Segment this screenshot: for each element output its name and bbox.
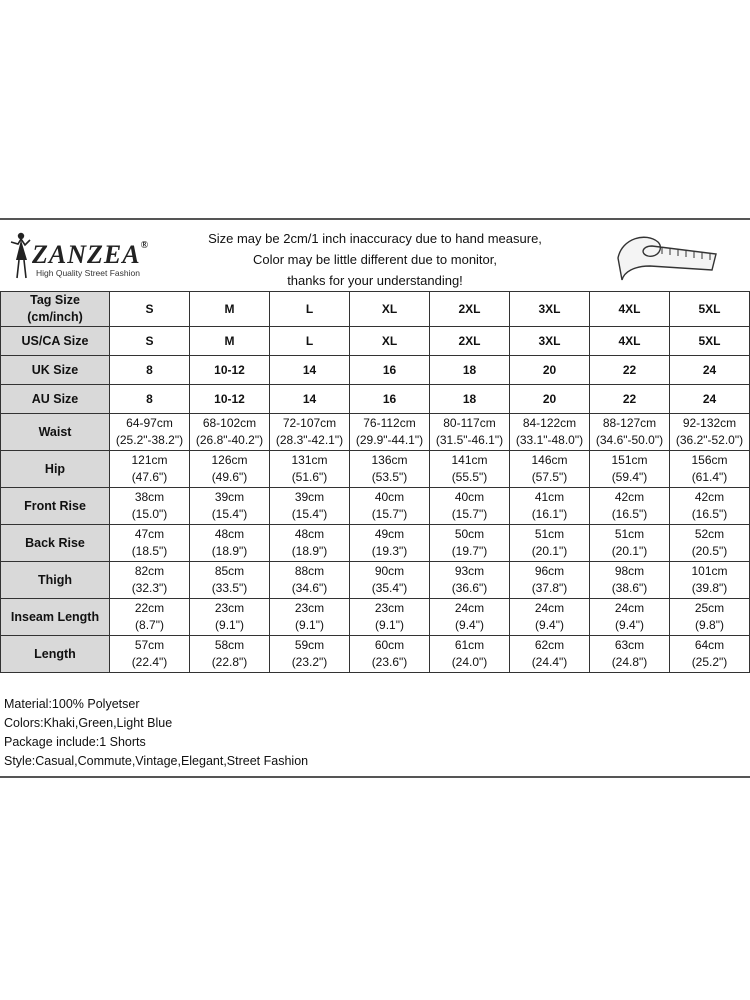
table-row xyxy=(1,451,750,488)
measure-cell xyxy=(670,488,750,525)
measure-cm: 51cm xyxy=(614,527,645,541)
measure-cell xyxy=(670,562,750,599)
measure-inch: (33.5") xyxy=(211,581,248,595)
measure-cell xyxy=(350,488,430,525)
measure-cm: 90cm xyxy=(374,564,405,578)
measure-cm: 23cm xyxy=(214,601,245,615)
size-cell: 18 xyxy=(430,356,510,385)
measure-cell xyxy=(430,636,510,673)
row-label-line: Tag Size xyxy=(30,293,80,307)
row-label-line: AU Size xyxy=(31,391,79,406)
measure-cm: 24cm xyxy=(614,601,645,615)
measure-inch: (20.5") xyxy=(691,544,728,558)
measure-cell xyxy=(590,636,670,673)
measure-inch: (24.4") xyxy=(531,655,568,669)
size-cell: 24 xyxy=(670,356,750,385)
measure-cell xyxy=(190,414,270,451)
measure-inch: (33.1"-48.0") xyxy=(515,433,584,447)
measure-cell xyxy=(190,488,270,525)
measure-inch: (36.6") xyxy=(451,581,488,595)
measure-inch: (15.4") xyxy=(291,507,328,521)
measure-inch: (16.5") xyxy=(691,507,728,521)
measure-cm: 57cm xyxy=(134,638,165,652)
measure-inch: (18.9") xyxy=(211,544,248,558)
measure-cm: 39cm xyxy=(294,490,325,504)
measure-inch: (19.3") xyxy=(371,544,408,558)
size-cell: 4XL xyxy=(590,327,670,356)
size-cell: XL xyxy=(350,292,430,327)
row-label: Back Rise xyxy=(1,525,110,562)
measure-cell xyxy=(190,636,270,673)
size-table xyxy=(0,291,750,673)
measure-inch: (9.1") xyxy=(375,618,404,632)
measure-cell xyxy=(110,562,190,599)
measure-cm: 121cm xyxy=(131,453,168,467)
measure-cell xyxy=(190,451,270,488)
measure-cm: 42cm xyxy=(614,490,645,504)
measure-cell xyxy=(590,488,670,525)
product-specs xyxy=(4,695,308,771)
measure-cm: 22cm xyxy=(134,601,165,615)
measure-inch: (53.5") xyxy=(371,470,408,484)
measure-cell xyxy=(270,451,350,488)
measure-cm: 61cm xyxy=(454,638,485,652)
measure-cm: 40cm xyxy=(454,490,485,504)
measure-cell xyxy=(430,525,510,562)
measure-inch: (47.6") xyxy=(131,470,168,484)
measure-inch: (16.5") xyxy=(611,507,648,521)
size-cell: XL xyxy=(350,327,430,356)
measure-inch: (37.8") xyxy=(531,581,568,595)
measure-inch: (8.7") xyxy=(135,618,164,632)
measure-cm: 82cm xyxy=(134,564,165,578)
measure-inch: (9.8") xyxy=(695,618,724,632)
measure-inch: (24.8") xyxy=(611,655,648,669)
measure-cm: 72-107cm xyxy=(282,416,337,430)
measure-inch: (18.5") xyxy=(131,544,168,558)
measure-inch: (51.6") xyxy=(291,470,328,484)
measure-inch: (24.0") xyxy=(451,655,488,669)
measure-inch: (18.9") xyxy=(291,544,328,558)
row-label xyxy=(1,356,110,385)
row-label xyxy=(1,292,110,327)
notice-line: thanks for your understanding! xyxy=(287,273,463,288)
measure-cm: 84-122cm xyxy=(522,416,577,430)
row-label-line: UK Size xyxy=(31,362,79,377)
measure-inch: (25.2") xyxy=(691,655,728,669)
measure-inch: (61.4") xyxy=(691,470,728,484)
measure-inch: (20.1") xyxy=(611,544,648,558)
measure-cm: 64-97cm xyxy=(126,416,173,430)
measure-cm: 151cm xyxy=(611,453,648,467)
measure-cell xyxy=(110,599,190,636)
measure-inch: (39.8") xyxy=(691,581,728,595)
measure-inch: (38.6") xyxy=(611,581,648,595)
measure-cm: 23cm xyxy=(294,601,325,615)
measure-cell xyxy=(430,562,510,599)
measure-inch: (26.8"-40.2") xyxy=(195,433,264,447)
measure-cm: 58cm xyxy=(214,638,245,652)
measure-inch: (49.6") xyxy=(211,470,248,484)
measure-cell xyxy=(670,525,750,562)
measure-cell xyxy=(110,636,190,673)
measure-inch: (9.4") xyxy=(535,618,564,632)
measure-cm: 23cm xyxy=(374,601,405,615)
table-row xyxy=(1,599,750,636)
size-cell: 22 xyxy=(590,356,670,385)
measure-cm: 88cm xyxy=(294,564,325,578)
table-row xyxy=(1,562,750,599)
measure-cell xyxy=(350,414,430,451)
size-cell: 8 xyxy=(110,356,190,385)
table-row xyxy=(1,292,750,327)
measure-cm: 98cm xyxy=(614,564,645,578)
measure-cm: 63cm xyxy=(614,638,645,652)
measure-cell xyxy=(110,488,190,525)
size-cell: 20 xyxy=(510,356,590,385)
measure-cm: 156cm xyxy=(691,453,728,467)
measure-cell xyxy=(270,414,350,451)
measure-cell xyxy=(110,451,190,488)
measure-cm: 47cm xyxy=(134,527,165,541)
measure-inch: (31.5"-46.1") xyxy=(435,433,504,447)
measure-inch: (32.3") xyxy=(131,581,168,595)
measure-cell xyxy=(510,562,590,599)
size-cell: L xyxy=(270,327,350,356)
measure-inch: (55.5") xyxy=(451,470,488,484)
fashion-figure-icon xyxy=(6,230,34,282)
notice-line: Color may be little different due to monitor, xyxy=(253,252,497,267)
table-row xyxy=(1,525,750,562)
measure-cm: 80-117cm xyxy=(443,416,496,430)
measure-inch: (57.5") xyxy=(531,470,568,484)
measure-cell xyxy=(590,525,670,562)
measure-cm: 96cm xyxy=(534,564,565,578)
table-row xyxy=(1,414,750,451)
measure-inch: (34.6"-50.0") xyxy=(595,433,664,447)
size-cell: L xyxy=(270,292,350,327)
measure-inch: (22.8") xyxy=(211,655,248,669)
measure-cell xyxy=(350,636,430,673)
measure-inch: (23.6") xyxy=(371,655,408,669)
measure-cell xyxy=(350,451,430,488)
measure-cell xyxy=(590,562,670,599)
brand-name: ZANZEA® xyxy=(32,240,150,269)
row-label-line: (cm/inch) xyxy=(27,310,83,324)
measure-cell xyxy=(270,525,350,562)
size-cell: 24 xyxy=(670,385,750,414)
measure-cell xyxy=(430,599,510,636)
measure-cell xyxy=(350,562,430,599)
measure-cm: 64cm xyxy=(694,638,725,652)
size-cell: 14 xyxy=(270,385,350,414)
measure-cell xyxy=(110,525,190,562)
row-label: Front Rise xyxy=(1,488,110,525)
measure-inch: (25.2"-38.2") xyxy=(115,433,184,447)
measure-cm: 131cm xyxy=(291,453,328,467)
measure-cm: 40cm xyxy=(374,490,405,504)
size-cell: 10-12 xyxy=(190,385,270,414)
brand-logo xyxy=(6,230,156,282)
measure-cm: 51cm xyxy=(534,527,565,541)
spec-material: Material:100% Polyetser xyxy=(4,697,140,711)
measure-cm: 39cm xyxy=(214,490,245,504)
row-label xyxy=(1,385,110,414)
measure-inch: (15.0") xyxy=(131,507,168,521)
size-cell: 14 xyxy=(270,356,350,385)
table-row xyxy=(1,636,750,673)
measure-cell xyxy=(510,599,590,636)
measure-inch: (9.4") xyxy=(455,618,484,632)
measure-cell xyxy=(350,599,430,636)
measure-cell xyxy=(190,599,270,636)
measuring-tape-icon xyxy=(612,224,722,286)
measure-cell xyxy=(190,562,270,599)
measure-cell xyxy=(110,414,190,451)
measure-cm: 60cm xyxy=(374,638,405,652)
table-row xyxy=(1,385,750,414)
measure-cm: 101cm xyxy=(691,564,728,578)
size-cell: M xyxy=(190,292,270,327)
measure-cell xyxy=(510,414,590,451)
spec-style: Style:Casual,Commute,Vintage,Elegant,Street Fashion xyxy=(4,754,309,768)
measure-cm: 92-132cm xyxy=(682,416,737,430)
table-row xyxy=(1,327,750,356)
brand-tagline: High Quality Street Fashion xyxy=(36,268,140,278)
spec-colors: Colors:Khaki,Green,Light Blue xyxy=(4,716,173,730)
measure-cm: 141cm xyxy=(451,453,488,467)
size-cell: 3XL xyxy=(510,292,590,327)
measure-inch: (15.4") xyxy=(211,507,248,521)
measure-cm: 85cm xyxy=(214,564,245,578)
size-cell: 22 xyxy=(590,385,670,414)
size-cell: 16 xyxy=(350,356,430,385)
measure-cm: 93cm xyxy=(454,564,485,578)
measure-cell xyxy=(670,414,750,451)
measure-cell xyxy=(670,451,750,488)
spec-package: Package include:1 Shorts xyxy=(4,735,146,749)
size-cell: 2XL xyxy=(430,292,510,327)
measure-cm: 41cm xyxy=(534,490,565,504)
measure-cm: 48cm xyxy=(294,527,325,541)
row-label: Waist xyxy=(1,414,110,451)
size-cell: S xyxy=(110,292,190,327)
measure-cm: 88-127cm xyxy=(602,416,657,430)
measure-cell xyxy=(670,599,750,636)
measure-inch: (59.4") xyxy=(611,470,648,484)
size-cell: 10-12 xyxy=(190,356,270,385)
row-label xyxy=(1,327,110,356)
measure-cm: 24cm xyxy=(534,601,565,615)
measure-cm: 68-102cm xyxy=(202,416,257,430)
measure-inch: (19.7") xyxy=(451,544,488,558)
measurement-notice xyxy=(170,228,580,291)
size-cell: 5XL xyxy=(670,327,750,356)
size-cell: 5XL xyxy=(670,292,750,327)
measure-cell xyxy=(190,525,270,562)
measure-inch: (23.2") xyxy=(291,655,328,669)
table-row xyxy=(1,488,750,525)
row-label: Thigh xyxy=(1,562,110,599)
size-cell: M xyxy=(190,327,270,356)
size-chart-sheet xyxy=(0,218,750,778)
measure-cm: 59cm xyxy=(294,638,325,652)
size-cell: 18 xyxy=(430,385,510,414)
measure-cm: 38cm xyxy=(134,490,165,504)
size-cell: 16 xyxy=(350,385,430,414)
measure-inch: (22.4") xyxy=(131,655,168,669)
measure-cell xyxy=(430,414,510,451)
measure-inch: (35.4") xyxy=(371,581,408,595)
row-label: Inseam Length xyxy=(1,599,110,636)
measure-cell xyxy=(270,599,350,636)
size-cell: 3XL xyxy=(510,327,590,356)
row-label: Hip xyxy=(1,451,110,488)
measure-inch: (20.1") xyxy=(531,544,568,558)
measure-cell xyxy=(670,636,750,673)
size-cell: S xyxy=(110,327,190,356)
table-row xyxy=(1,356,750,385)
measure-cm: 25cm xyxy=(694,601,725,615)
measure-inch: (15.7") xyxy=(451,507,488,521)
measure-cm: 42cm xyxy=(694,490,725,504)
measure-cell xyxy=(510,525,590,562)
measure-inch: (29.9"-44.1") xyxy=(355,433,424,447)
measure-inch: (36.2"-52.0") xyxy=(675,433,744,447)
measure-cell xyxy=(590,599,670,636)
measure-inch: (9.1") xyxy=(215,618,244,632)
measure-cm: 126cm xyxy=(211,453,248,467)
measure-cell xyxy=(430,488,510,525)
measure-cm: 146cm xyxy=(531,453,568,467)
size-cell: 4XL xyxy=(590,292,670,327)
size-cell: 8 xyxy=(110,385,190,414)
measure-cm: 62cm xyxy=(534,638,565,652)
measure-cm: 50cm xyxy=(454,527,485,541)
measure-cm: 52cm xyxy=(694,527,725,541)
measure-cm: 24cm xyxy=(454,601,485,615)
measure-cell xyxy=(510,451,590,488)
chart-header xyxy=(0,220,750,290)
measure-cm: 76-112cm xyxy=(363,416,416,430)
measure-cell xyxy=(590,414,670,451)
measure-inch: (9.4") xyxy=(615,618,644,632)
measure-inch: (28.3"-42.1") xyxy=(275,433,344,447)
measure-cell xyxy=(430,451,510,488)
measure-cell xyxy=(590,451,670,488)
measure-cell xyxy=(350,525,430,562)
row-label: Length xyxy=(1,636,110,673)
measure-inch: (16.1") xyxy=(531,507,568,521)
measure-inch: (9.1") xyxy=(295,618,324,632)
measure-cm: 136cm xyxy=(371,453,408,467)
row-label-line: US/CA Size xyxy=(21,333,89,348)
measure-cell xyxy=(510,488,590,525)
measure-cell xyxy=(510,636,590,673)
size-cell: 2XL xyxy=(430,327,510,356)
size-cell: 20 xyxy=(510,385,590,414)
notice-line: Size may be 2cm/1 inch inaccuracy due to hand measure, xyxy=(208,231,542,246)
measure-cell xyxy=(270,488,350,525)
measure-cm: 49cm xyxy=(374,527,405,541)
measure-cm: 48cm xyxy=(214,527,245,541)
measure-inch: (15.7") xyxy=(371,507,408,521)
measure-inch: (34.6") xyxy=(291,581,328,595)
measure-cell xyxy=(270,562,350,599)
measure-cell xyxy=(270,636,350,673)
